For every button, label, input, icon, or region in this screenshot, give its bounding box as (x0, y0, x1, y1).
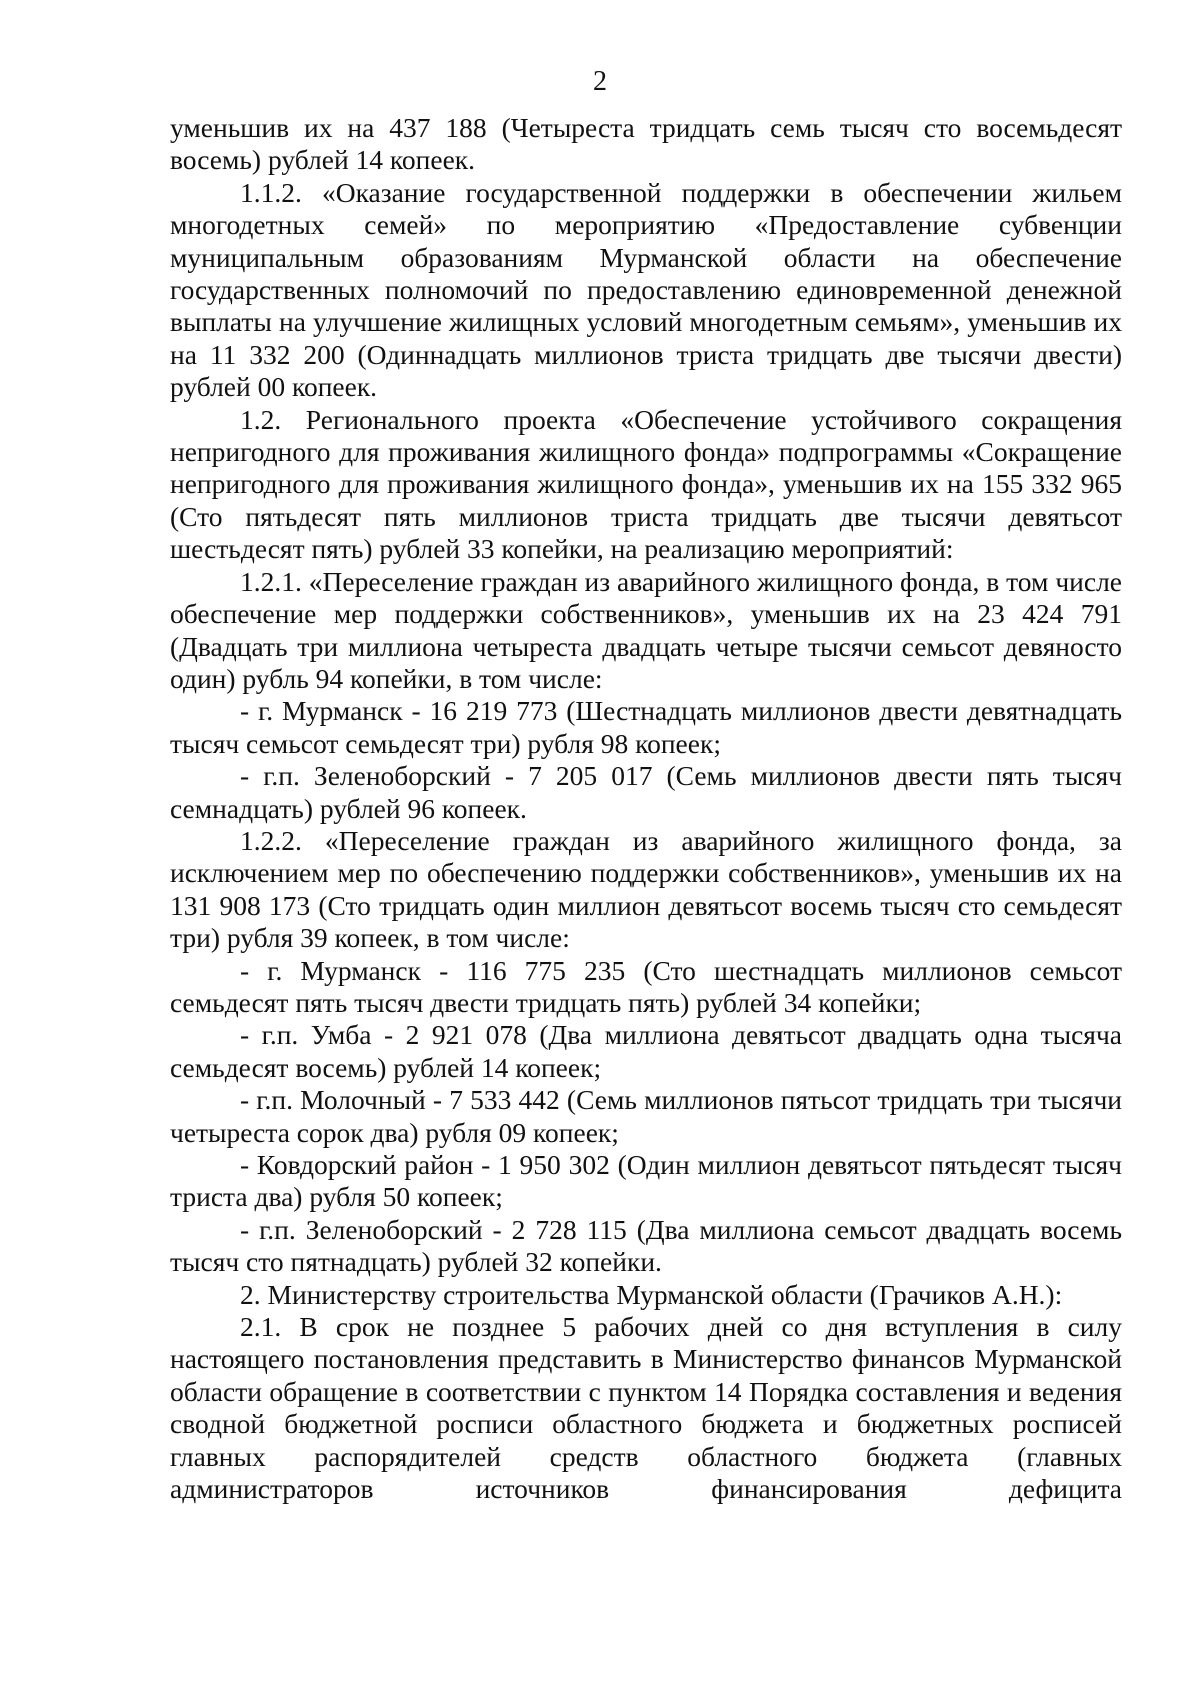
list-item-kovdorsky: - Ковдорский район - 1 950 302 (Один миллион девятьсот пятьдесят тысяч триста два) рубля 50 копеек; (170, 1149, 1122, 1213)
page-number: 2 (593, 66, 607, 97)
paragraph-2: 2. Министерству строительства Мурманской области (Грачиков А.Н.): (240, 1278, 1063, 1310)
list-item-zelenoborsky-2: - г.п. Зеленоборский - 2 728 115 (Два миллиона семьсот двадцать восемь тысяч сто пятнадцать) рублей 32 копейки. (170, 1213, 1122, 1278)
paragraph-2-1: 2.1. В срок не позднее 5 рабочих дней со дня вступления в силу настоящего постановления представить в Министерство финансов Мурманской области обращение в соответствии с пунктом 14 Порядка составления и ведения сводной бюджетной росписи областного бюджета и бюджетных росписей главных распорядителей средств областного бюджета (главных администраторов источников финансирования дефицита (170, 1311, 1122, 1505)
paragraph-1-2-2: 1.2.2. «Переселение граждан из аварийного жилищного фонда, за исключением мер по обеспечению поддержки собственников», уменьшив их на 131 908 173 (Сто тридцать один миллион девятьсот восемь тысяч сто семьдесят три) рубля 39 копеек, в том числе: (170, 824, 1122, 954)
list-item-murmansk-2: - г. Мурманск - 116 775 235 (Сто шестнадцать миллионов семьсот семьдесят пять тысяч двести тридцать пять) рублей 34 копейки; (170, 954, 1122, 1018)
list-item-zelenoborsky-1: - г.п. Зеленоборский - 7 205 017 (Семь миллионов двести пять тысяч семнадцать) рублей 96 копеек. (170, 760, 1122, 824)
paragraph-1-2-1: 1.2.1. «Переселение граждан из аварийного жилищного фонда, в том числе обеспечение мер поддержки собственников», уменьшив их на 23 424 791 (Двадцать три миллиона четыреста двадцать четыре тысячи семьсот девяносто один) рубль 94 копейки, в том числе: (170, 565, 1122, 694)
paragraph-1-2: 1.2. Регионального проекта «Обеспечение устойчивого сокращения непригодного для проживания жилищного фонда» подпрограммы «Сокращение непригодного для проживания жилищного фонда», уменьшив их на 155 332 965 (Сто пятьдесят пять миллионов триста тридцать две тысячи девятьсот шестьдесят пять) рублей 33 копейки, на реализацию мероприятий: (170, 403, 1122, 565)
list-item-murmansk-1: - г. Мурманск - 16 219 773 (Шестнадцать миллионов двести девятнадцать тысяч семьсот семьдесят три) рубля 98 копеек; (170, 695, 1122, 759)
list-item-molochny: - г.п. Молочный - 7 533 442 (Семь миллионов пятьсот тридцать три тысячи четыреста сорок два) рубля 09 копеек; (170, 1084, 1122, 1148)
list-item-umba: - г.п. Умба - 2 921 078 (Два миллиона девятьсот двадцать одна тысяча семьдесят восемь) рублей 14 копеек; (170, 1019, 1122, 1083)
document-body (170, 112, 1122, 1505)
paragraph-continuation: уменьшив их на 437 188 (Четыреста тридцать семь тысяч сто восемьдесят восемь) рублей 14 копеек. (170, 112, 1122, 176)
paragraph-1-1-2: 1.1.2. «Оказание государственной поддержки в обеспечении жильем многодетных семей» по мероприятию «Предоставление субвенции муниципальным образованиям Мурманской области на обеспечение государственных полномочий по предоставлению единовременной денежной выплаты на улучшение жилищных условий многодетным семьям», уменьшив их на 11 332 200 (Одиннадцать миллионов триста тридцать две тысячи двести) рублей 00 копеек. (170, 176, 1122, 403)
